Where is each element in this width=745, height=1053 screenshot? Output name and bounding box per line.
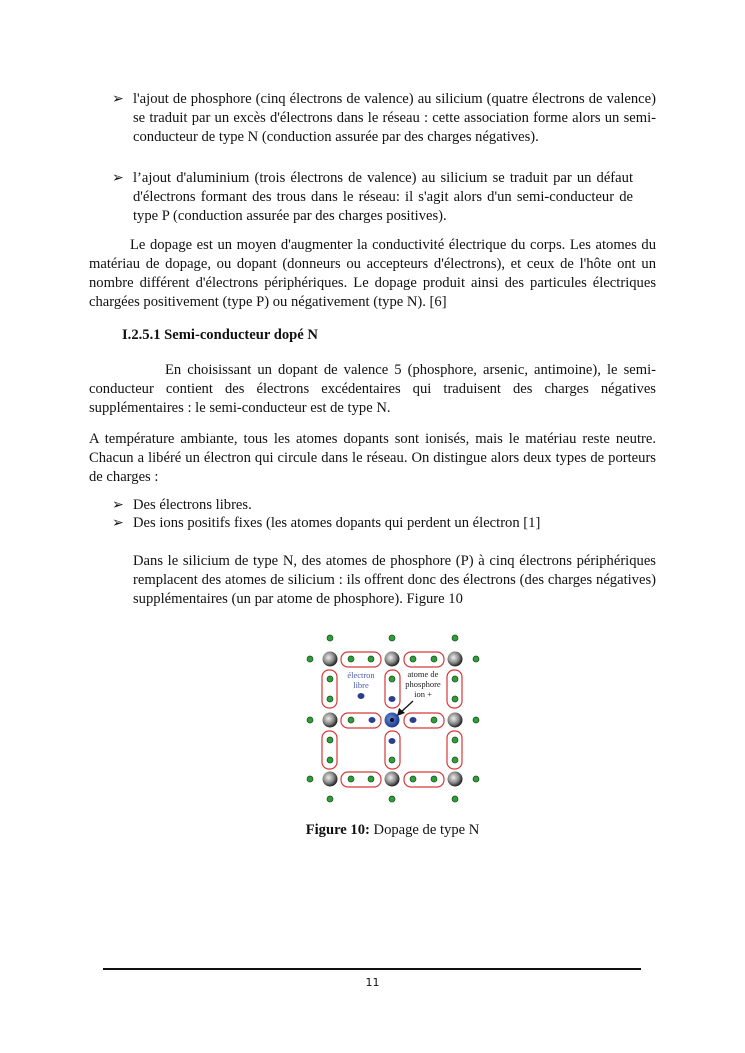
arrow-bullet-icon: ➢ <box>112 498 124 513</box>
bullet-ions-positifs: Des ions positifs fixes (les atomes dopants qui perdent un électron [1] <box>133 515 541 531</box>
label-free-electron: électron <box>347 670 375 680</box>
label-phosphorus: ion + <box>414 689 432 699</box>
free-electron <box>358 693 365 699</box>
caption-text: Dopage de type N <box>369 822 480 838</box>
label-phosphorus: atome de <box>407 669 439 679</box>
section-heading: I.2.5.1 Semi-conducteur dopé N <box>122 327 318 343</box>
bullet-phosphore: l'ajout de phosphore (cinq électrons de valence) au silicium (quatre électrons de valence) se traduit par un excès d'électrons dans le réseau : cette association forme alors un semi-conducteur de type N (conduction assurée par des charges négatives). <box>133 91 656 145</box>
bullet-aluminium: l’ajout d'aluminium (trois électrons de valence) au silicium se traduit par un défaut d'électrons formant des trous dans le réseau: il s'agit alors d'un semi-conducteur de type P (conduction assurée par des charges positives). <box>133 170 633 224</box>
arrow-bullet-icon: ➢ <box>112 171 124 186</box>
paragraph-dopage: Le dopage est un moyen d'augmenter la conductivité électrique du corps. Les atomes du matériau de dopage, ou dopant (donneurs ou accepteurs d'électrons), et ceux de l'hôte ont un nombre différent d'électrons périphériques. Le dopage produit ainsi des particules électriques chargées positivement (type P) ou négativement (type N). [6] <box>89 237 656 310</box>
arrow-bullet-icon: ➢ <box>112 516 124 531</box>
paragraph-temperature: A température ambiante, tous les atomes dopants sont ionisés, mais le matériau reste neutre. Chacun a libéré un électron qui circule dans le réseau. On distingue alors deux types de porteurs de charges : <box>89 431 656 485</box>
page-number: 11 <box>365 976 380 989</box>
label-free-electron: libre <box>353 680 369 690</box>
label-phosphorus: phosphore <box>405 679 441 689</box>
figure-n-doping-lattice <box>300 625 490 815</box>
paragraph-silicium: Dans le silicium de type N, des atomes de phosphore (P) à cinq électrons périphériques remplacent des atomes de silicium : ils offrent donc des électrons (des charges négatives) supplémentaires (un par atome de phosphore). Figure 10 <box>133 553 656 607</box>
caption-label: Figure 10: <box>305 822 370 838</box>
bullet-electrons-libres: Des électrons libres. <box>133 497 252 513</box>
figure-caption <box>0 821 745 840</box>
paragraph-valence: En choisissant un dopant de valence 5 (phosphore, arsenic, antimoine), le semi-conducteur contient des électrons excédentaires qui traduisent des charges négatives supplémentaires : le semi-conducteur est de type N. <box>89 362 656 416</box>
footer-rule <box>103 968 641 970</box>
arrow-bullet-icon: ➢ <box>112 92 124 107</box>
